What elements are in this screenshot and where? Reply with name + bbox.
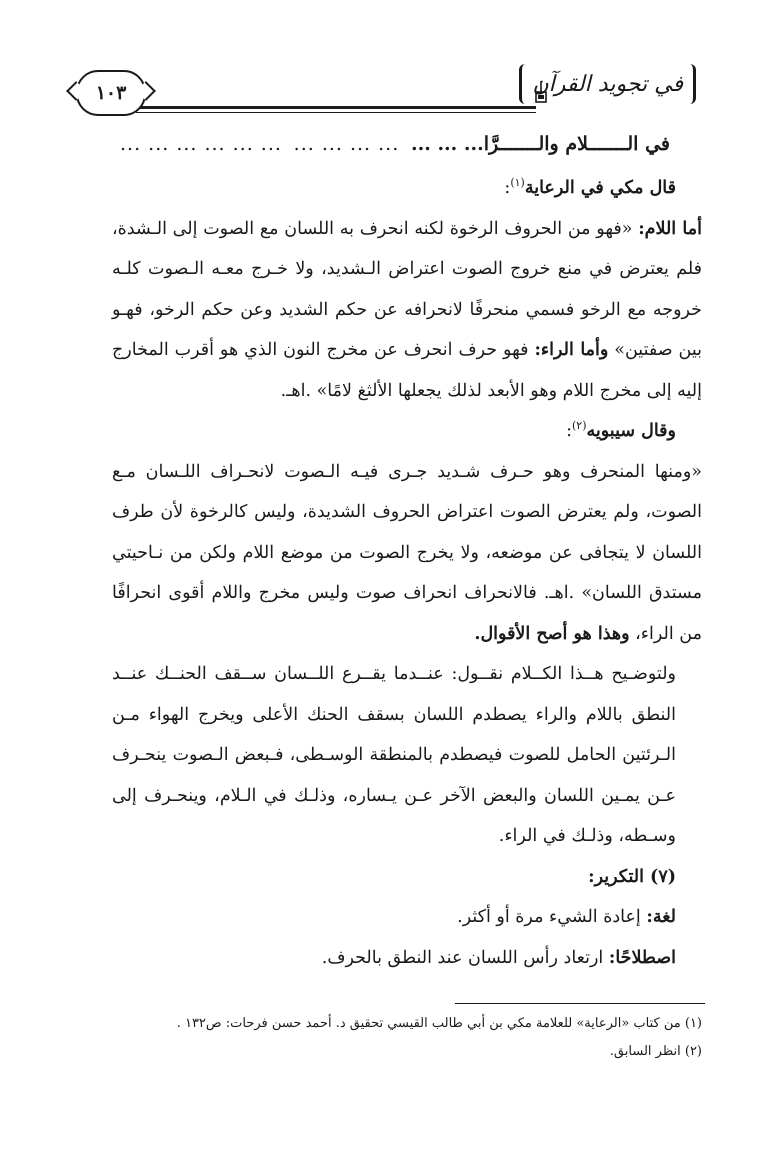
paragraph-text: فهو حرف انحرف عن مخرج النون الذي هو أقرب المخارج إليه إلى مخرج اللام وهو الأبعد لذلك يجعلها الألثغ لامًا» .اهـ. xyxy=(112,340,702,401)
section-heading-dots: ... ... ... ... xyxy=(293,133,400,155)
definition-technical xyxy=(112,938,702,979)
footnote-separator xyxy=(455,1003,705,1004)
emphasis-text: وهذا هو أصح الأقوال. xyxy=(474,623,630,644)
definition-linguistic xyxy=(112,897,702,938)
paragraph-text: : xyxy=(566,421,572,441)
body-text xyxy=(112,168,702,978)
footnote-ref-2: (٢) xyxy=(572,419,587,433)
footnote-ref-1: (١) xyxy=(510,176,525,190)
paragraph-text: «ومنها المنحرف وهو حـرف شـديد جـرى فيـه الـصوت لانحـراف اللـسان مـع الصوت، ولم يعترض الصوت اعتراض الحروف الشديدة، وليس كالرخوة لأن طرف اللسان لا يتجافى عن موضعه، ولا يخرج الصوت من موضع اللام ولكن من نـاحيتي مستدق اللسان» .اهـ. فالانحراف انحراف صوت وليس مخرج واللام أقوى انحرافًا من الراء، xyxy=(112,461,702,644)
paragraph-text: إعادة الشيء مرة أو أكثر. xyxy=(457,907,647,927)
page-number: ١٠٣ xyxy=(76,70,146,116)
paragraph-text: وقال سيبويه xyxy=(586,421,676,441)
page-header xyxy=(68,58,708,120)
header-rule xyxy=(136,106,536,109)
paragraph-text: قال مكي في الرعاية xyxy=(524,178,676,198)
footnotes xyxy=(100,1010,702,1066)
book-title: في تجويد القرآن xyxy=(519,64,696,104)
term-label: اصطلاحًا: xyxy=(608,947,676,968)
paragraph-text: : xyxy=(504,178,511,198)
footnote-2: (٢) انظر السابق. xyxy=(609,1044,702,1059)
paragraph-sibawayh-quote xyxy=(112,452,702,655)
term-label: وأما الراء: xyxy=(534,340,609,360)
footnote-1: (١) من كتاب «الرعاية» للعلامة مكي بن أبي طالب القيسي تحقيق د. أحمد حسن فرحات: ص١٣٢ . xyxy=(176,1016,702,1031)
paragraph-text: «فهو من الحروف الرخوة لكنه انحرف به اللسان مع الصوت إلى الـشدة، فلم يعترض في منع خروج الصوت اعتراض الـشديد، ولا خـرج معـه الـصوت كلـه خروجه مع الرخو فسمي منحرفًا لانحرافه عن حكم الشديد وعن حكم الرخو، فهـو بين صفتين» xyxy=(112,218,702,360)
paragraph-lam-ra xyxy=(112,209,702,412)
paragraph-makki-intro xyxy=(112,168,702,209)
subsection-heading: (٧) التكرير: xyxy=(588,866,676,887)
paragraph-explanation: ولتوضـيح هــذا الكــلام نقــول: عنــدما يقــرع اللــسان ســقف الحنــك عنــد النطق باللام والراء يصطدم اللسان بسقف الحنك الأعلى ويخرج الهواء مـن الـرئتين الحامل للصوت فيصطدم بالمنطقة الوسـطى، فـبعض الـصوت ينحـرف عـن يمـين اللسان والبعض الآخر عـن يـساره، وذلـك في الـلام، وينحـرف إلى وسـطه، وذلـك في الراء. xyxy=(112,664,676,846)
section-heading-dots: ... ... ... ... ... ... xyxy=(120,133,282,155)
paragraph-sibawayh-intro xyxy=(112,411,702,452)
term-label: أما اللام: xyxy=(638,218,702,239)
term-label: لغة: xyxy=(646,907,676,927)
header-rule-thin xyxy=(136,112,536,113)
paragraph-text: ارتعاد رأس اللسان عند النطق بالحرف. xyxy=(321,947,609,968)
section-heading xyxy=(120,126,670,162)
section-heading-title: في الـــــــلام والـــــــرَّا... ... ... xyxy=(410,133,670,155)
